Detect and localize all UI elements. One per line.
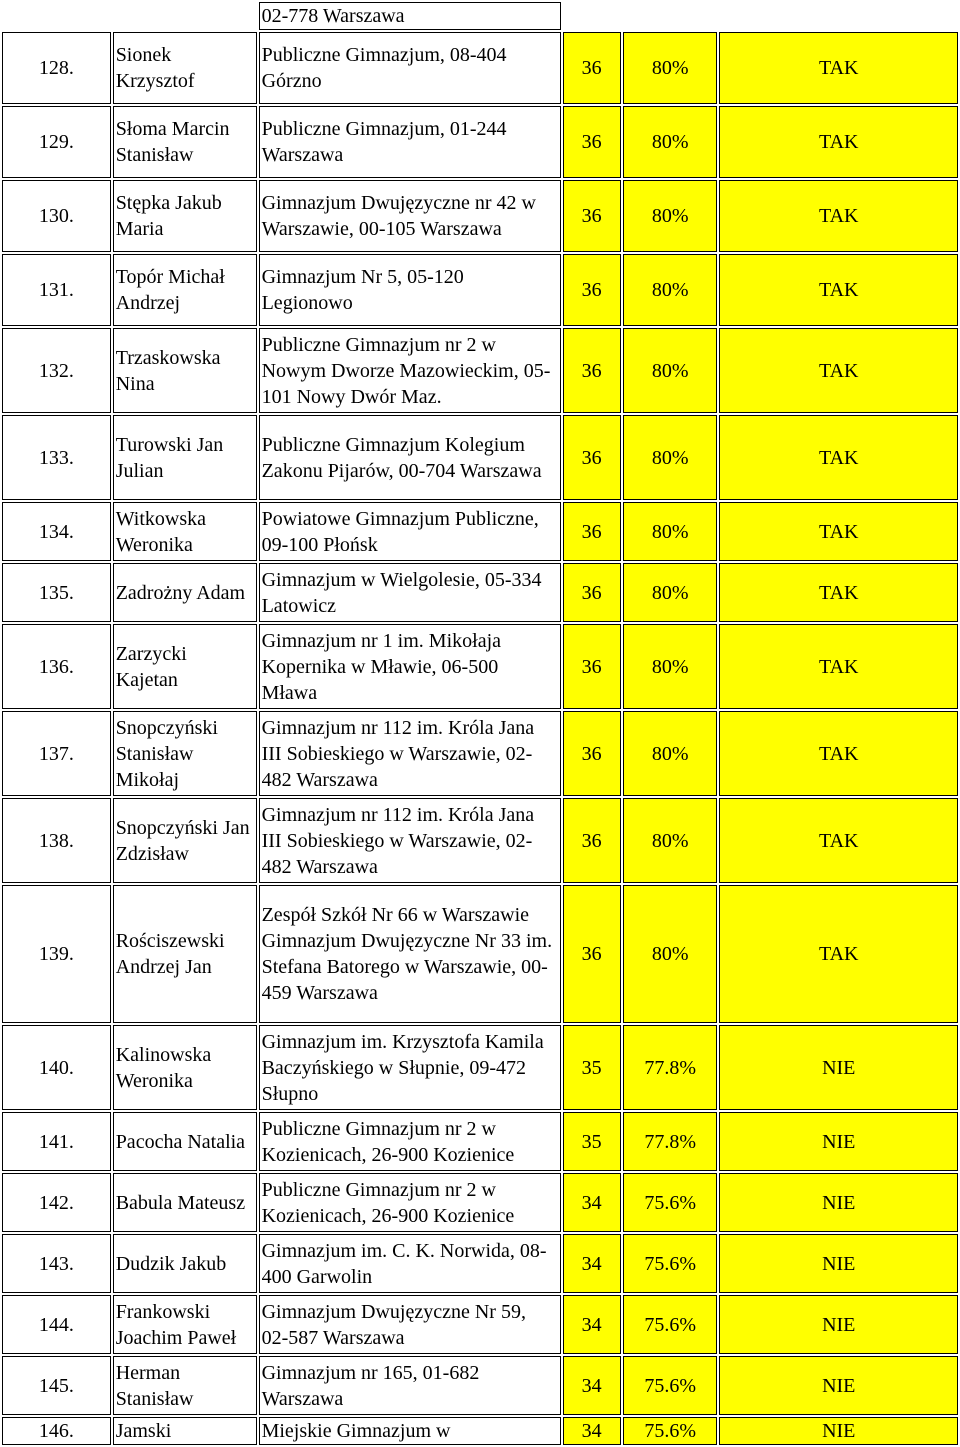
participant-name: Babula Mateusz (113, 1173, 257, 1232)
row-number: 136. (2, 624, 111, 709)
participant-name: Zadrożny Adam (113, 563, 257, 622)
qualified-status: TAK (719, 885, 958, 1023)
participant-name: Słoma Marcin Stanisław (113, 106, 257, 178)
school-name: Miejskie Gimnazjum w (259, 1417, 561, 1445)
school-name: Zespół Szkół Nr 66 w Warszawie Gimnazjum Dwujęzyczne Nr 33 im. Stefana Batorego w Warszawie, 00-459 Warszawa (259, 885, 561, 1023)
points-value: 35 (563, 1112, 621, 1171)
points-value: 36 (563, 885, 621, 1023)
percent-value: 75.6% (623, 1417, 718, 1445)
school-name: Gimnazjum Dwujęzyczne nr 42 w Warszawie, 00-105 Warszawa (259, 180, 561, 252)
qualified-status: NIE (719, 1025, 958, 1110)
points-value: 34 (563, 1356, 621, 1415)
participant-name: Trzaskowska Nina (113, 328, 257, 413)
participant-name: Dudzik Jakub (113, 1234, 257, 1293)
points-value: 36 (563, 502, 621, 561)
row-number: 143. (2, 1234, 111, 1293)
school-name: Gimnazjum nr 112 im. Króla Jana III Sobieskiego w Warszawie, 02-482 Warszawa (259, 711, 561, 796)
points-value: 36 (563, 180, 621, 252)
school-name: Publiczne Gimnazjum Kolegium Zakonu Pijarów, 00-704 Warszawa (259, 415, 561, 500)
participant-name: Pacocha Natalia (113, 1112, 257, 1171)
school-name: Gimnazjum nr 1 im. Mikołaja Kopernika w Mławie, 06-500 Mława (259, 624, 561, 709)
school-name: Gimnazjum w Wielgolesie, 05-334 Latowicz (259, 563, 561, 622)
percent-value: 80% (623, 254, 718, 326)
qualified-status: NIE (719, 1417, 958, 1445)
qualified-status: TAK (719, 328, 958, 413)
table-row (2, 502, 958, 561)
qualified-status: TAK (719, 415, 958, 500)
table-row (2, 798, 958, 883)
row-number: 142. (2, 1173, 111, 1232)
percent-value: 75.6% (623, 1356, 718, 1415)
school-name: Publiczne Gimnazjum, 01-244 Warszawa (259, 106, 561, 178)
table-row (2, 1112, 958, 1171)
points-value (563, 2, 621, 30)
qualified-status: NIE (719, 1173, 958, 1232)
school-name: Gimnazjum Dwujęzyczne Nr 59, 02-587 Warszawa (259, 1295, 561, 1354)
results-table-body (2, 2, 958, 1445)
percent-value: 80% (623, 502, 718, 561)
row-number: 128. (2, 32, 111, 104)
school-name: Gimnazjum im. Krzysztofa Kamila Baczyńskiego w Słupnie, 09-472 Słupno (259, 1025, 561, 1110)
points-value: 34 (563, 1173, 621, 1232)
points-value: 36 (563, 711, 621, 796)
percent-value: 80% (623, 711, 718, 796)
points-value: 36 (563, 328, 621, 413)
row-number: 133. (2, 415, 111, 500)
table-row (2, 1417, 958, 1445)
percent-value: 80% (623, 885, 718, 1023)
percent-value: 80% (623, 624, 718, 709)
school-name: 02-778 Warszawa (259, 2, 561, 30)
school-name: Publiczne Gimnazjum nr 2 w Kozienicach, 26-900 Kozienice (259, 1112, 561, 1171)
table-row (2, 563, 958, 622)
school-name: Gimnazjum Nr 5, 05-120 Legionowo (259, 254, 561, 326)
participant-name: Frankowski Joachim Paweł (113, 1295, 257, 1354)
participant-name: Witkowska Weronika (113, 502, 257, 561)
row-number: 130. (2, 180, 111, 252)
school-name: Publiczne Gimnazjum nr 2 w Kozienicach, 26-900 Kozienice (259, 1173, 561, 1232)
participant-name: Turowski Jan Julian (113, 415, 257, 500)
percent-value: 77.8% (623, 1025, 718, 1110)
percent-value: 80% (623, 32, 718, 104)
qualified-status: TAK (719, 106, 958, 178)
percent-value (623, 2, 718, 30)
school-name: Publiczne Gimnazjum, 08-404 Górzno (259, 32, 561, 104)
points-value: 36 (563, 624, 621, 709)
participant-name: Jamski (113, 1417, 257, 1445)
qualified-status: TAK (719, 798, 958, 883)
table-row (2, 1173, 958, 1232)
points-value: 36 (563, 563, 621, 622)
school-name: Gimnazjum nr 165, 01-682 Warszawa (259, 1356, 561, 1415)
row-number: 146. (2, 1417, 111, 1445)
participant-name: Topór Michał Andrzej (113, 254, 257, 326)
qualified-status: NIE (719, 1295, 958, 1354)
participant-name: Rościszewski Andrzej Jan (113, 885, 257, 1023)
points-value: 36 (563, 254, 621, 326)
points-value: 34 (563, 1295, 621, 1354)
qualified-status (719, 2, 958, 30)
points-value: 36 (563, 32, 621, 104)
school-name: Publiczne Gimnazjum nr 2 w Nowym Dworze Mazowieckim, 05-101 Nowy Dwór Maz. (259, 328, 561, 413)
percent-value: 80% (623, 328, 718, 413)
row-number: 129. (2, 106, 111, 178)
participant-name: Kalinowska Weronika (113, 1025, 257, 1110)
qualified-status: NIE (719, 1234, 958, 1293)
percent-value: 77.8% (623, 1112, 718, 1171)
row-number: 137. (2, 711, 111, 796)
table-row (2, 415, 958, 500)
participant-name: Sionek Krzysztof (113, 32, 257, 104)
row-number: 140. (2, 1025, 111, 1110)
table-row (2, 1234, 958, 1293)
percent-value: 80% (623, 563, 718, 622)
table-row (2, 1025, 958, 1110)
percent-value: 80% (623, 415, 718, 500)
participant-name: Snopczyński Jan Zdzisław (113, 798, 257, 883)
percent-value: 80% (623, 106, 718, 178)
percent-value: 80% (623, 180, 718, 252)
participant-name: Snopczyński Stanisław Mikołaj (113, 711, 257, 796)
table-row (2, 624, 958, 709)
school-name: Gimnazjum nr 112 im. Króla Jana III Sobieskiego w Warszawie, 02-482 Warszawa (259, 798, 561, 883)
points-value: 36 (563, 106, 621, 178)
table-row (2, 180, 958, 252)
participant-name: Stępka Jakub Maria (113, 180, 257, 252)
row-number: 145. (2, 1356, 111, 1415)
row-number: 132. (2, 328, 111, 413)
table-row (2, 32, 958, 104)
participant-name: Zarzycki Kajetan (113, 624, 257, 709)
school-name: Gimnazjum im. C. K. Norwida, 08-400 Garwolin (259, 1234, 561, 1293)
points-value: 35 (563, 1025, 621, 1110)
qualified-status: TAK (719, 563, 958, 622)
table-row (2, 1295, 958, 1354)
row-number: 135. (2, 563, 111, 622)
table-row (2, 106, 958, 178)
row-number (2, 2, 111, 30)
points-value: 34 (563, 1234, 621, 1293)
percent-value: 75.6% (623, 1234, 718, 1293)
row-number: 141. (2, 1112, 111, 1171)
qualified-status: TAK (719, 711, 958, 796)
percent-value: 75.6% (623, 1173, 718, 1232)
points-value: 34 (563, 1417, 621, 1445)
table-row (2, 254, 958, 326)
percent-value: 80% (623, 798, 718, 883)
row-number: 144. (2, 1295, 111, 1354)
qualified-status: TAK (719, 32, 958, 104)
points-value: 36 (563, 415, 621, 500)
row-number: 139. (2, 885, 111, 1023)
percent-value: 75.6% (623, 1295, 718, 1354)
row-number: 138. (2, 798, 111, 883)
qualified-status: TAK (719, 254, 958, 326)
table-row (2, 885, 958, 1023)
qualified-status: TAK (719, 502, 958, 561)
table-row (2, 711, 958, 796)
row-number: 134. (2, 502, 111, 561)
school-name: Powiatowe Gimnazjum Publiczne, 09-100 Płońsk (259, 502, 561, 561)
table-row (2, 1356, 958, 1415)
qualified-status: TAK (719, 180, 958, 252)
participant-name: Herman Stanisław (113, 1356, 257, 1415)
table-row (2, 328, 958, 413)
table-row (2, 2, 958, 30)
points-value: 36 (563, 798, 621, 883)
participant-name (113, 2, 257, 30)
qualified-status: TAK (719, 624, 958, 709)
qualified-status: NIE (719, 1112, 958, 1171)
qualified-status: NIE (719, 1356, 958, 1415)
row-number: 131. (2, 254, 111, 326)
